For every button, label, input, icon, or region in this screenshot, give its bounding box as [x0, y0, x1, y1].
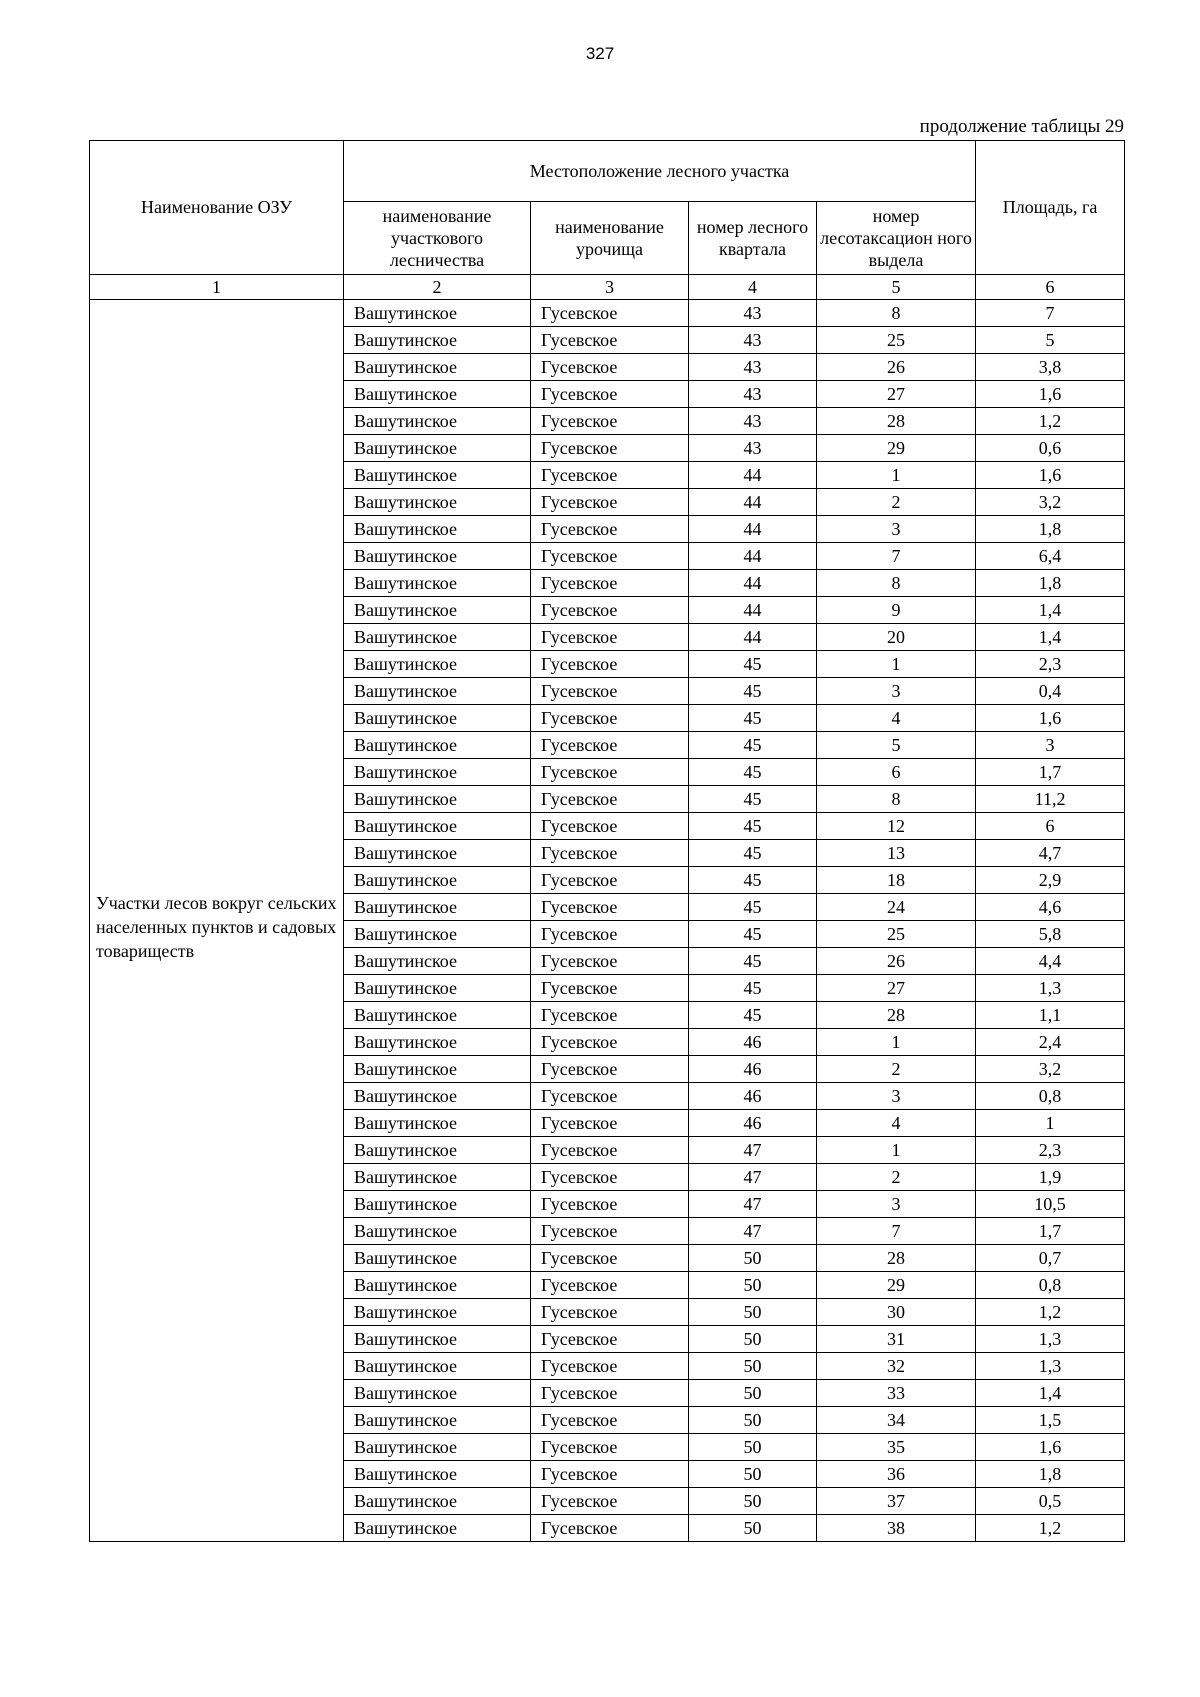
quarter-cell: 43	[689, 408, 817, 435]
quarter-cell: 44	[689, 516, 817, 543]
quarter-cell: 45	[689, 651, 817, 678]
forestry-unit-cell: Вашутинское	[344, 759, 531, 786]
area-cell: 0,4	[976, 678, 1125, 705]
tract-cell: Гусевское	[531, 1137, 689, 1164]
tract-cell: Гусевское	[531, 1326, 689, 1353]
tract-cell: Гусевское	[531, 435, 689, 462]
quarter-cell: 50	[689, 1245, 817, 1272]
quarter-cell: 43	[689, 435, 817, 462]
area-cell: 2,4	[976, 1029, 1125, 1056]
allotment-cell: 27	[817, 381, 976, 408]
tract-cell: Гусевское	[531, 543, 689, 570]
column-number: 1	[90, 275, 344, 300]
tract-cell: Гусевское	[531, 705, 689, 732]
quarter-cell: 44	[689, 489, 817, 516]
allotment-cell: 32	[817, 1353, 976, 1380]
forestry-unit-cell: Вашутинское	[344, 1191, 531, 1218]
allotment-cell: 3	[817, 516, 976, 543]
allotment-cell: 25	[817, 921, 976, 948]
forestry-unit-cell: Вашутинское	[344, 570, 531, 597]
forestry-unit-cell: Вашутинское	[344, 1407, 531, 1434]
forestry-unit-cell: Вашутинское	[344, 1002, 531, 1029]
forestry-unit-cell: Вашутинское	[344, 1434, 531, 1461]
forestry-unit-cell: Вашутинское	[344, 705, 531, 732]
allotment-cell: 8	[817, 570, 976, 597]
tract-cell: Гусевское	[531, 1056, 689, 1083]
quarter-cell: 47	[689, 1137, 817, 1164]
allotment-cell: 20	[817, 624, 976, 651]
tract-cell: Гусевское	[531, 678, 689, 705]
tract-cell: Гусевское	[531, 867, 689, 894]
forestry-unit-cell: Вашутинское	[344, 651, 531, 678]
quarter-cell: 50	[689, 1353, 817, 1380]
forestry-unit-cell: Вашутинское	[344, 894, 531, 921]
allotment-cell: 1	[817, 1137, 976, 1164]
forestry-unit-cell: Вашутинское	[344, 786, 531, 813]
area-cell: 10,5	[976, 1191, 1125, 1218]
tract-cell: Гусевское	[531, 516, 689, 543]
quarter-cell: 45	[689, 1002, 817, 1029]
quarter-cell: 44	[689, 597, 817, 624]
tract-cell: Гусевское	[531, 840, 689, 867]
tract-cell: Гусевское	[531, 1434, 689, 1461]
allotment-cell: 28	[817, 1002, 976, 1029]
area-cell: 3	[976, 732, 1125, 759]
tract-cell: Гусевское	[531, 1110, 689, 1137]
tract-cell: Гусевское	[531, 759, 689, 786]
column-number: 2	[344, 275, 531, 300]
allotment-cell: 29	[817, 1272, 976, 1299]
area-cell: 0,6	[976, 435, 1125, 462]
area-cell: 4,7	[976, 840, 1125, 867]
area-cell: 1,3	[976, 1353, 1125, 1380]
header-quarter: номер лесного квартала	[689, 202, 817, 275]
forestry-unit-cell: Вашутинское	[344, 948, 531, 975]
table-caption: продолжение таблицы 29	[919, 116, 1124, 137]
tract-cell: Гусевское	[531, 354, 689, 381]
allotment-cell: 34	[817, 1407, 976, 1434]
forestry-unit-cell: Вашутинское	[344, 1326, 531, 1353]
area-cell: 5	[976, 327, 1125, 354]
forestry-unit-cell: Вашутинское	[344, 1110, 531, 1137]
allotment-cell: 2	[817, 1164, 976, 1191]
quarter-cell: 45	[689, 705, 817, 732]
header-tract: наименование урочища	[531, 202, 689, 275]
header-ozu-name: Наименование ОЗУ	[90, 141, 344, 275]
tract-cell: Гусевское	[531, 300, 689, 327]
forestry-unit-cell: Вашутинское	[344, 1245, 531, 1272]
forestry-unit-cell: Вашутинское	[344, 921, 531, 948]
area-cell: 2,9	[976, 867, 1125, 894]
tract-cell: Гусевское	[531, 1488, 689, 1515]
allotment-cell: 33	[817, 1380, 976, 1407]
forestry-unit-cell: Вашутинское	[344, 543, 531, 570]
quarter-cell: 45	[689, 948, 817, 975]
area-cell: 1,6	[976, 381, 1125, 408]
tract-cell: Гусевское	[531, 381, 689, 408]
tract-cell: Гусевское	[531, 1380, 689, 1407]
forestry-unit-cell: Вашутинское	[344, 1029, 531, 1056]
forestry-unit-cell: Вашутинское	[344, 813, 531, 840]
column-number: 6	[976, 275, 1125, 300]
allotment-cell: 4	[817, 705, 976, 732]
tract-cell: Гусевское	[531, 489, 689, 516]
quarter-cell: 50	[689, 1488, 817, 1515]
ozu-category-cell: Участки лесов вокруг сельских населенных пунктов и садовых товариществ	[90, 300, 344, 1542]
quarter-cell: 45	[689, 813, 817, 840]
allotment-cell: 7	[817, 543, 976, 570]
area-cell: 1,6	[976, 705, 1125, 732]
tract-cell: Гусевское	[531, 1461, 689, 1488]
tract-cell: Гусевское	[531, 1299, 689, 1326]
tract-cell: Гусевское	[531, 786, 689, 813]
allotment-cell: 25	[817, 327, 976, 354]
tract-cell: Гусевское	[531, 624, 689, 651]
area-cell: 1,8	[976, 570, 1125, 597]
area-cell: 1,7	[976, 1218, 1125, 1245]
area-cell: 2,3	[976, 651, 1125, 678]
forestry-unit-cell: Вашутинское	[344, 975, 531, 1002]
allotment-cell: 1	[817, 1029, 976, 1056]
quarter-cell: 45	[689, 894, 817, 921]
area-cell: 5,8	[976, 921, 1125, 948]
header-allotment: номер лесотаксацион ного выдела	[817, 202, 976, 275]
forestry-unit-cell: Вашутинское	[344, 1380, 531, 1407]
tract-cell: Гусевское	[531, 1245, 689, 1272]
allotment-cell: 28	[817, 408, 976, 435]
quarter-cell: 45	[689, 867, 817, 894]
quarter-cell: 45	[689, 759, 817, 786]
area-cell: 11,2	[976, 786, 1125, 813]
quarter-cell: 46	[689, 1110, 817, 1137]
tract-cell: Гусевское	[531, 462, 689, 489]
area-cell: 3,8	[976, 354, 1125, 381]
column-number: 4	[689, 275, 817, 300]
allotment-cell: 12	[817, 813, 976, 840]
forestry-unit-cell: Вашутинское	[344, 327, 531, 354]
quarter-cell: 50	[689, 1515, 817, 1542]
area-cell: 1,9	[976, 1164, 1125, 1191]
quarter-cell: 43	[689, 300, 817, 327]
area-cell: 0,5	[976, 1488, 1125, 1515]
forestry-unit-cell: Вашутинское	[344, 1083, 531, 1110]
forestry-unit-cell: Вашутинское	[344, 381, 531, 408]
allotment-cell: 28	[817, 1245, 976, 1272]
quarter-cell: 44	[689, 462, 817, 489]
forestry-unit-cell: Вашутинское	[344, 1137, 531, 1164]
forestry-unit-cell: Вашутинское	[344, 516, 531, 543]
tract-cell: Гусевское	[531, 408, 689, 435]
tract-cell: Гусевское	[531, 921, 689, 948]
tract-cell: Гусевское	[531, 1353, 689, 1380]
forestry-unit-cell: Вашутинское	[344, 624, 531, 651]
allotment-cell: 13	[817, 840, 976, 867]
tract-cell: Гусевское	[531, 1407, 689, 1434]
quarter-cell: 50	[689, 1434, 817, 1461]
column-numbers-row	[90, 275, 1125, 300]
quarter-cell: 47	[689, 1191, 817, 1218]
quarter-cell: 50	[689, 1299, 817, 1326]
quarter-cell: 43	[689, 354, 817, 381]
area-cell: 1,6	[976, 1434, 1125, 1461]
forestry-unit-cell: Вашутинское	[344, 1056, 531, 1083]
quarter-cell: 47	[689, 1164, 817, 1191]
area-cell: 1,2	[976, 1515, 1125, 1542]
allotment-cell: 18	[817, 867, 976, 894]
forest-plots-table	[89, 140, 1125, 1542]
forestry-unit-cell: Вашутинское	[344, 1218, 531, 1245]
forestry-unit-cell: Вашутинское	[344, 678, 531, 705]
quarter-cell: 50	[689, 1380, 817, 1407]
allotment-cell: 9	[817, 597, 976, 624]
tract-cell: Гусевское	[531, 1515, 689, 1542]
quarter-cell: 44	[689, 543, 817, 570]
tract-cell: Гусевское	[531, 651, 689, 678]
forestry-unit-cell: Вашутинское	[344, 1353, 531, 1380]
allotment-cell: 8	[817, 786, 976, 813]
tract-cell: Гусевское	[531, 327, 689, 354]
area-cell: 6,4	[976, 543, 1125, 570]
allotment-cell: 37	[817, 1488, 976, 1515]
tract-cell: Гусевское	[531, 1083, 689, 1110]
area-cell: 1,8	[976, 516, 1125, 543]
allotment-cell: 2	[817, 489, 976, 516]
quarter-cell: 45	[689, 786, 817, 813]
tract-cell: Гусевское	[531, 813, 689, 840]
tract-cell: Гусевское	[531, 1218, 689, 1245]
allotment-cell: 26	[817, 948, 976, 975]
allotment-cell: 26	[817, 354, 976, 381]
area-cell: 0,8	[976, 1083, 1125, 1110]
tract-cell: Гусевское	[531, 1272, 689, 1299]
quarter-cell: 44	[689, 570, 817, 597]
table-body	[90, 300, 1125, 1542]
area-cell: 0,8	[976, 1272, 1125, 1299]
quarter-cell: 50	[689, 1407, 817, 1434]
area-cell: 1,4	[976, 624, 1125, 651]
forestry-unit-cell: Вашутинское	[344, 1515, 531, 1542]
tract-cell: Гусевское	[531, 570, 689, 597]
tract-cell: Гусевское	[531, 597, 689, 624]
column-number: 5	[817, 275, 976, 300]
area-cell: 4,6	[976, 894, 1125, 921]
quarter-cell: 45	[689, 678, 817, 705]
tract-cell: Гусевское	[531, 1164, 689, 1191]
quarter-cell: 50	[689, 1272, 817, 1299]
forestry-unit-cell: Вашутинское	[344, 1272, 531, 1299]
area-cell: 1,3	[976, 1326, 1125, 1353]
tract-cell: Гусевское	[531, 1029, 689, 1056]
quarter-cell: 50	[689, 1461, 817, 1488]
area-cell: 4,4	[976, 948, 1125, 975]
allotment-cell: 1	[817, 462, 976, 489]
area-cell: 1,7	[976, 759, 1125, 786]
quarter-cell: 50	[689, 1326, 817, 1353]
quarter-cell: 46	[689, 1083, 817, 1110]
quarter-cell: 43	[689, 381, 817, 408]
forestry-unit-cell: Вашутинское	[344, 1488, 531, 1515]
tract-cell: Гусевское	[531, 1191, 689, 1218]
forestry-unit-cell: Вашутинское	[344, 489, 531, 516]
allotment-cell: 7	[817, 1218, 976, 1245]
forestry-unit-cell: Вашутинское	[344, 462, 531, 489]
forestry-unit-cell: Вашутинское	[344, 1164, 531, 1191]
allotment-cell: 2	[817, 1056, 976, 1083]
column-number: 3	[531, 275, 689, 300]
tract-cell: Гусевское	[531, 948, 689, 975]
forestry-unit-cell: Вашутинское	[344, 354, 531, 381]
area-cell: 7	[976, 300, 1125, 327]
header-area: Площадь, га	[976, 141, 1125, 275]
forestry-unit-cell: Вашутинское	[344, 1461, 531, 1488]
allotment-cell: 38	[817, 1515, 976, 1542]
quarter-cell: 45	[689, 840, 817, 867]
allotment-cell: 8	[817, 300, 976, 327]
quarter-cell: 43	[689, 327, 817, 354]
forestry-unit-cell: Вашутинское	[344, 732, 531, 759]
table-row	[90, 300, 1125, 327]
allotment-cell: 1	[817, 651, 976, 678]
header-location-group: Местоположение лесного участка	[344, 141, 976, 202]
area-cell: 3,2	[976, 489, 1125, 516]
allotment-cell: 31	[817, 1326, 976, 1353]
area-cell: 1,3	[976, 975, 1125, 1002]
area-cell: 1	[976, 1110, 1125, 1137]
area-cell: 1,2	[976, 408, 1125, 435]
quarter-cell: 46	[689, 1029, 817, 1056]
tract-cell: Гусевское	[531, 975, 689, 1002]
allotment-cell: 29	[817, 435, 976, 462]
allotment-cell: 4	[817, 1110, 976, 1137]
allotment-cell: 3	[817, 678, 976, 705]
quarter-cell: 44	[689, 624, 817, 651]
forestry-unit-cell: Вашутинское	[344, 435, 531, 462]
area-cell: 1,4	[976, 597, 1125, 624]
forestry-unit-cell: Вашутинское	[344, 867, 531, 894]
forestry-unit-cell: Вашутинское	[344, 408, 531, 435]
quarter-cell: 46	[689, 1056, 817, 1083]
quarter-cell: 45	[689, 921, 817, 948]
header-forestry-unit: наименование участкового лесничества	[344, 202, 531, 275]
allotment-cell: 27	[817, 975, 976, 1002]
allotment-cell: 30	[817, 1299, 976, 1326]
area-cell: 1,5	[976, 1407, 1125, 1434]
forestry-unit-cell: Вашутинское	[344, 1299, 531, 1326]
area-cell: 1,4	[976, 1380, 1125, 1407]
allotment-cell: 36	[817, 1461, 976, 1488]
tract-cell: Гусевское	[531, 894, 689, 921]
allotment-cell: 24	[817, 894, 976, 921]
page-number: 327	[585, 44, 615, 63]
area-cell: 1,1	[976, 1002, 1125, 1029]
quarter-cell: 45	[689, 975, 817, 1002]
tract-cell: Гусевское	[531, 732, 689, 759]
forestry-unit-cell: Вашутинское	[344, 597, 531, 624]
quarter-cell: 47	[689, 1218, 817, 1245]
allotment-cell: 35	[817, 1434, 976, 1461]
forestry-unit-cell: Вашутинское	[344, 300, 531, 327]
tract-cell: Гусевское	[531, 1002, 689, 1029]
area-cell: 0,7	[976, 1245, 1125, 1272]
quarter-cell: 45	[689, 732, 817, 759]
allotment-cell: 3	[817, 1083, 976, 1110]
area-cell: 1,6	[976, 462, 1125, 489]
forestry-unit-cell: Вашутинское	[344, 840, 531, 867]
allotment-cell: 5	[817, 732, 976, 759]
area-cell: 3,2	[976, 1056, 1125, 1083]
area-cell: 1,2	[976, 1299, 1125, 1326]
area-cell: 2,3	[976, 1137, 1125, 1164]
area-cell: 6	[976, 813, 1125, 840]
allotment-cell: 6	[817, 759, 976, 786]
allotment-cell: 3	[817, 1191, 976, 1218]
area-cell: 1,8	[976, 1461, 1125, 1488]
